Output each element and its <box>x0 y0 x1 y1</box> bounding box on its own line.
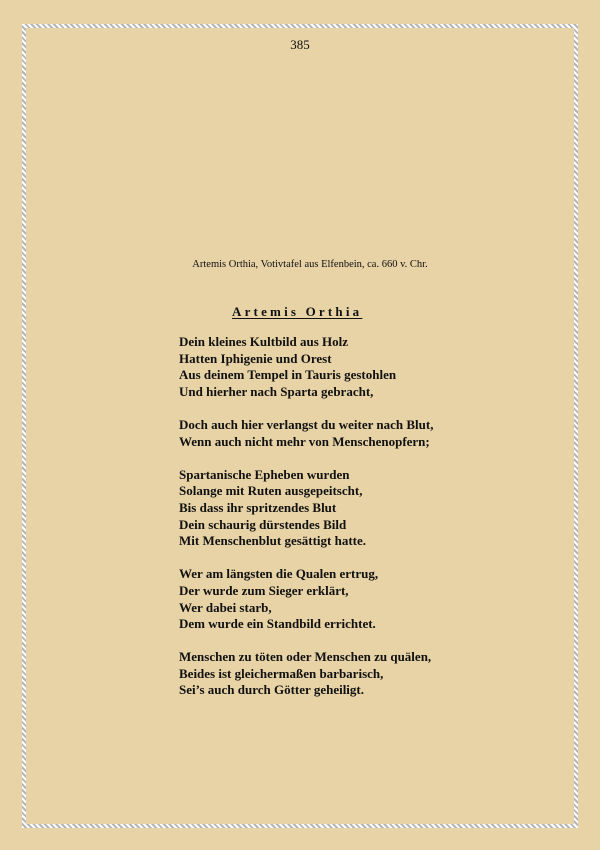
poem-line: Hatten Iphigenie und Orest <box>179 350 332 366</box>
poem-line: Dein kleines Kultbild aus Holz <box>179 334 349 349</box>
poem-line: Sei’s auch durch Götter geheiligt. <box>179 682 365 698</box>
poem-line: Und hierher nach Sparta gebracht, <box>179 383 374 399</box>
poem-line: Bis dass ihr spritzendes Blut <box>179 499 337 515</box>
poem-line: Wer dabei starb, <box>179 599 272 615</box>
image-caption: Artemis Orthia, Votivtafel aus Elfenbein, ca. 660 v. Chr. <box>192 259 428 270</box>
stanza <box>179 417 433 450</box>
poem-line: Spartanische Epheben wurden <box>179 466 350 482</box>
poem-line: Solange mit Ruten ausgepeitscht, <box>179 483 363 499</box>
page-number: 385 <box>290 37 310 52</box>
poem-line: Aus deinem Tempel in Tauris gestohlen <box>179 367 397 383</box>
poem-title: Artemis Orthia <box>232 304 363 319</box>
poem-line: Der wurde zum Sieger erklärt, <box>179 582 349 598</box>
stanza <box>179 467 433 550</box>
poem-line: Menschen zu töten oder Menschen zu quälen, <box>179 649 432 665</box>
poem-line: Doch auch hier verlangst du weiter nach Blut, <box>179 416 434 432</box>
stanza <box>179 334 433 400</box>
poem-line: Wer am längsten die Qualen ertrug, <box>179 566 379 582</box>
poem-body <box>179 334 433 716</box>
poem-line: Wenn auch nicht mehr von Menschenopfern; <box>179 433 430 449</box>
poem-line: Beides ist gleichermaßen barbarisch, <box>179 665 384 681</box>
poem-line: Dein schaurig dürstendes Bild <box>179 516 347 532</box>
poem-line: Mit Menschenblut gesättigt hatte. <box>179 533 367 549</box>
stanza <box>179 649 433 699</box>
stanza <box>179 566 433 632</box>
poem-line: Dem wurde ein Standbild errichtet. <box>179 616 376 632</box>
